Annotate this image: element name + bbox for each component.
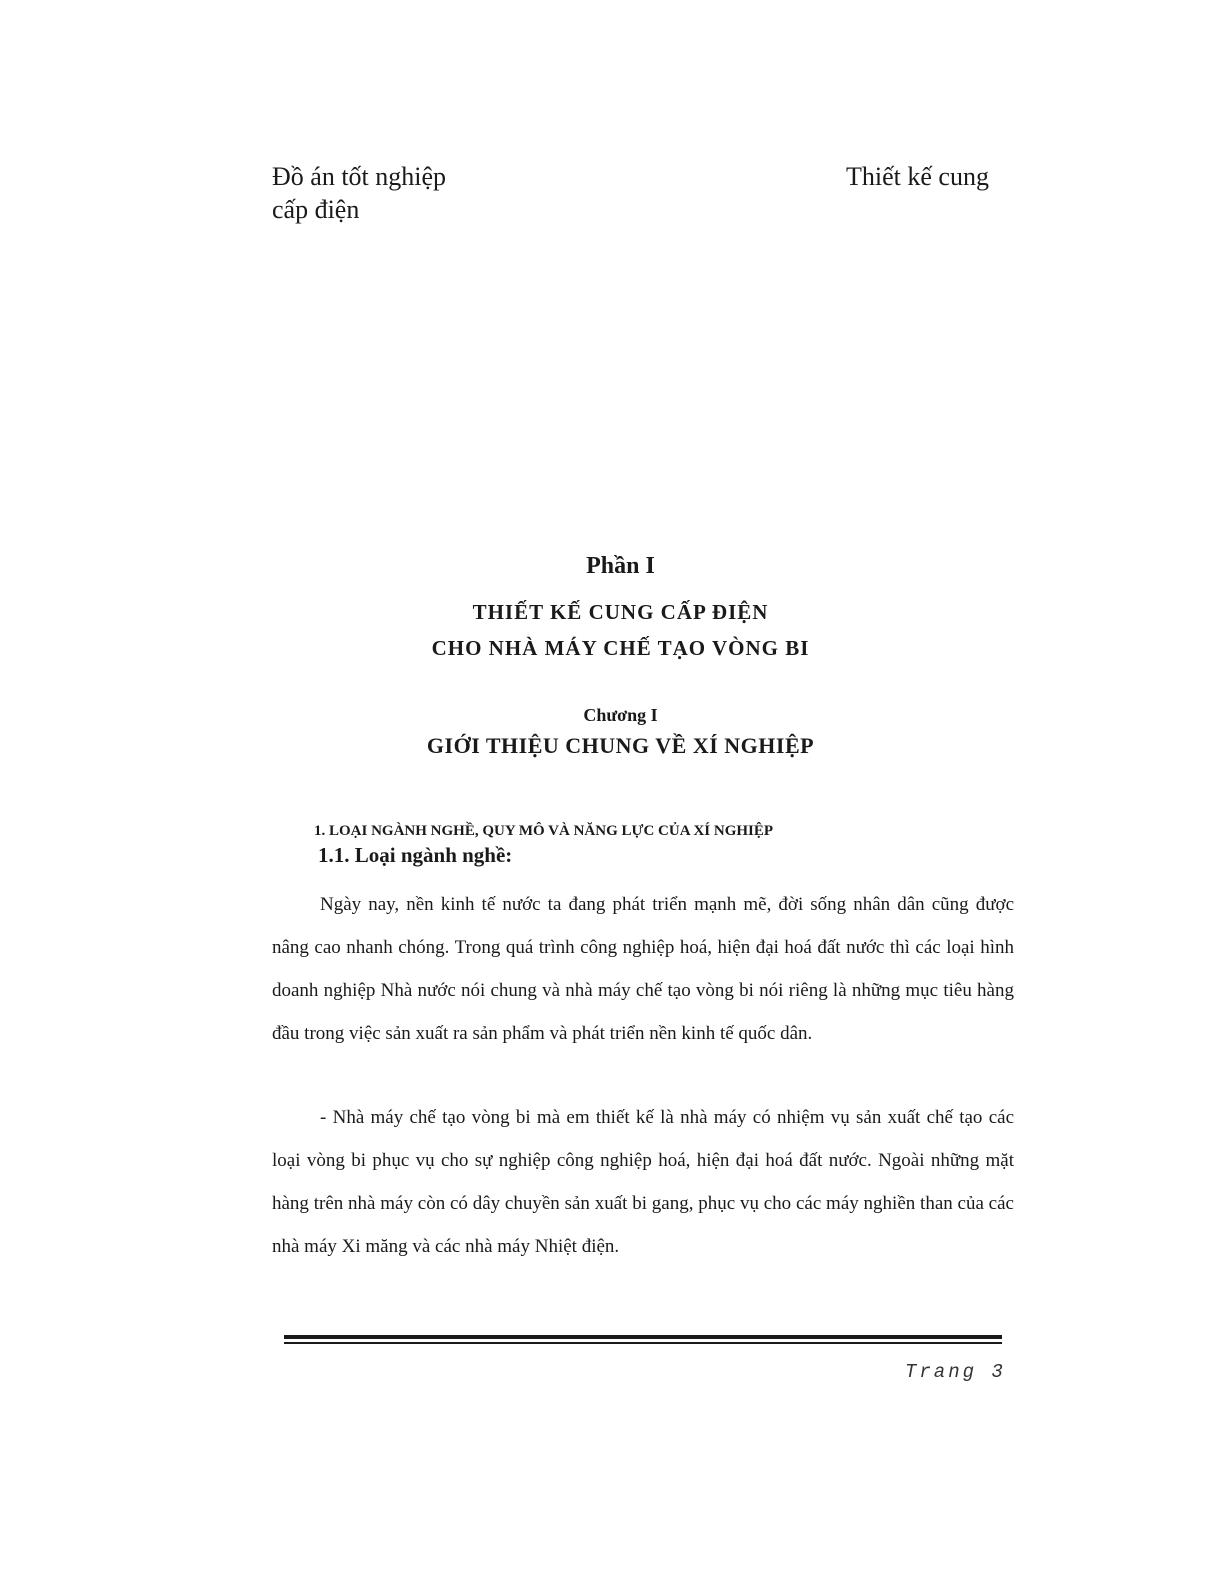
- header-left-line1: Đồ án tốt nghiệp: [272, 162, 447, 191]
- header-left-line2: cấp điện: [272, 195, 360, 224]
- paragraph: - Nhà máy chế tạo vòng bi mà em thiết kế là nhà máy có nhiệm vụ sản xuất chế tạo các loại vòng bi phục vụ cho sự nghiệp công nghiệp hoá, hiện đại hoá đất nước. Ngoài những mặt hàng trên nhà máy còn có dây chuyền sản xuất bi gang, phục vụ cho các máy nghiền than của các nhà máy Xi măng và các nhà máy Nhiệt điện.: [272, 1107, 1014, 1257]
- footer-rule-thick: [284, 1335, 1002, 1339]
- header-right: Thiết kế cung: [846, 162, 989, 191]
- header-left: [272, 160, 446, 226]
- section-heading: 1. LOẠI NGÀNH NGHỀ, QUY MÔ VÀ NĂNG LỰC CỦA XÍ NGHIỆP: [314, 823, 774, 839]
- footer-rule-thin: [284, 1342, 1002, 1344]
- part-title-line2: CHO NHÀ MÁY CHẾ TẠO VÒNG BI: [431, 636, 810, 660]
- part-title-line1: THIẾT KẾ CUNG CẤP ĐIỆN: [472, 600, 769, 624]
- page-number: Trang 3: [905, 1361, 1006, 1383]
- chapter-label: Chương I: [583, 705, 658, 725]
- paragraph: Ngày nay, nền kinh tế nước ta đang phát triển mạnh mẽ, đời sống nhân dân cũng được nâng cao nhanh chóng. Trong quá trình công nghiệp hoá, hiện đại hoá đất nước thì các loại hình doanh nghiệp Nhà nước nói chung và nhà máy chế tạo vòng bi nói riêng là những mục tiêu hàng đầu trong việc sản xuất ra sản phẩm và phát triển nền kinh tế quốc dân.: [272, 894, 1014, 1044]
- part-label: Phần I: [586, 553, 655, 579]
- chapter-title: GIỚI THIỆU CHUNG VỀ XÍ NGHIỆP: [426, 733, 815, 758]
- subsection-heading: 1.1. Loại ngành nghề:: [318, 843, 513, 867]
